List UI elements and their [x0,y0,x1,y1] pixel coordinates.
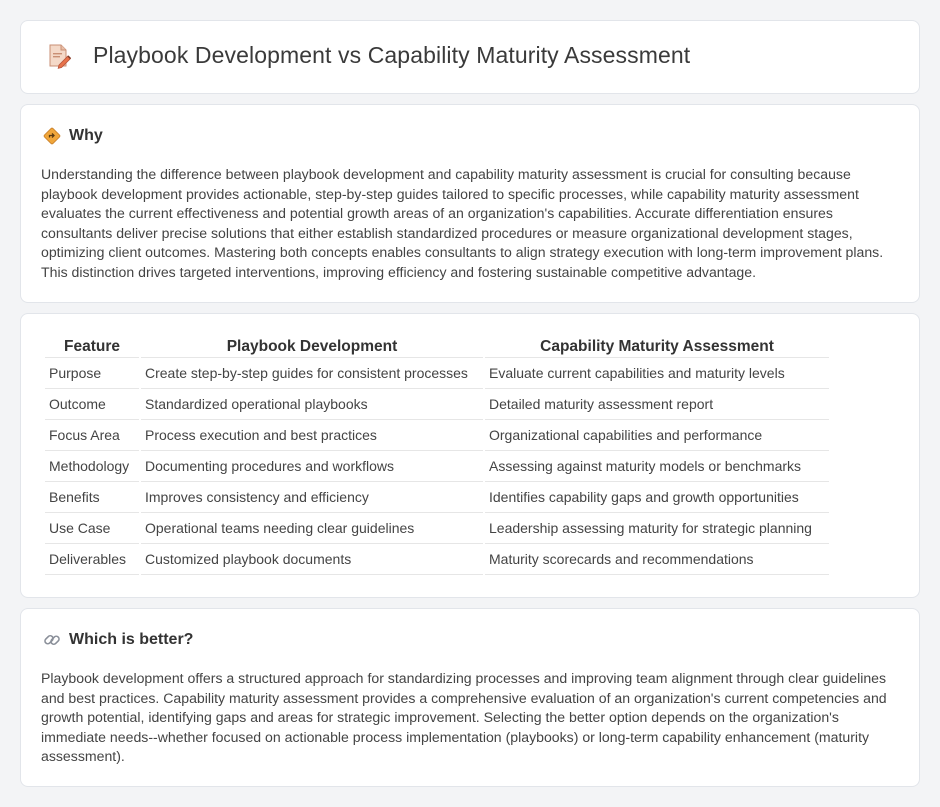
cell-feature: Purpose [45,358,139,389]
cell-playbook: Standardized operational playbooks [141,389,483,420]
title-card [20,20,920,94]
cell-feature: Benefits [45,482,139,513]
cell-playbook: Operational teams needing clear guidelines [141,513,483,544]
table-row [45,389,829,420]
cell-playbook: Create step-by-step guides for consistent processes [141,358,483,389]
why-title: Why [69,127,103,144]
cell-capability: Assessing against maturity models or benchmarks [485,451,829,482]
document-edit-icon [47,43,71,69]
table-row [45,513,829,544]
cell-feature: Deliverables [45,544,139,575]
cell-feature: Focus Area [45,420,139,451]
better-text: Playbook development offers a structured approach for standardizing processes and improving team alignment through clear guidelines and best practices. Capability maturity assessment provides a comprehensive evaluation of an organization's current competencies and growth potential, identifying gaps and areas for strategic improvement. Selecting the better option depends on the organization's immediate needs--whether focused on actionable process implementation (playbooks) or long-term capability enhancement (maturity assessment). [41,670,887,765]
table-row [45,420,829,451]
cell-feature: Methodology [45,451,139,482]
header-feature: Feature [45,334,139,358]
comparison-section [20,313,920,598]
cell-capability: Leadership assessing maturity for strategic planning [485,513,829,544]
table-row [45,482,829,513]
cell-capability: Detailed maturity assessment report [485,389,829,420]
table-header-row [45,334,829,358]
table-row [45,544,829,575]
cell-capability: Identifies capability gaps and growth opportunities [485,482,829,513]
header-playbook: Playbook Development [141,334,483,358]
road-sign-icon [43,127,61,145]
cell-capability: Organizational capabilities and performance [485,420,829,451]
why-section [20,104,920,303]
cell-feature: Use Case [45,513,139,544]
table-row [45,358,829,389]
page-title: Playbook Development vs Capability Maturity Assessment [93,42,691,68]
title-row [47,42,690,69]
why-heading [43,127,103,145]
header-capability: Capability Maturity Assessment [485,334,829,358]
why-text: Understanding the difference between playbook development and capability maturity assessment is crucial for consulting because playbook development provides actionable, step-by-step guides tailored to specific processes, while capability maturity assessment evaluates the current effectiveness and potential growth areas of an organization's capabilities. Accurate differentiation ensures consultants deliver precise solutions that either establish standardized procedures or measure organizational development stages, optimizing client outcomes. Mastering both concepts enables consultants to align strategy execution with long-term improvement plans. This distinction drives targeted interventions, improving efficiency and fostering sustainable competitive advantage. [41,166,884,280]
link-icon [43,631,61,649]
cell-capability: Maturity scorecards and recommendations [485,544,829,575]
cell-playbook: Customized playbook documents [141,544,483,575]
cell-feature: Outcome [45,389,139,420]
cell-playbook: Improves consistency and efficiency [141,482,483,513]
comparison-table [43,334,831,575]
cell-capability: Evaluate current capabilities and maturity levels [485,358,829,389]
cell-playbook: Documenting procedures and workflows [141,451,483,482]
better-section [20,608,920,787]
better-heading [43,631,193,649]
better-title: Which is better? [69,631,194,648]
cell-playbook: Process execution and best practices [141,420,483,451]
table-row [45,451,829,482]
